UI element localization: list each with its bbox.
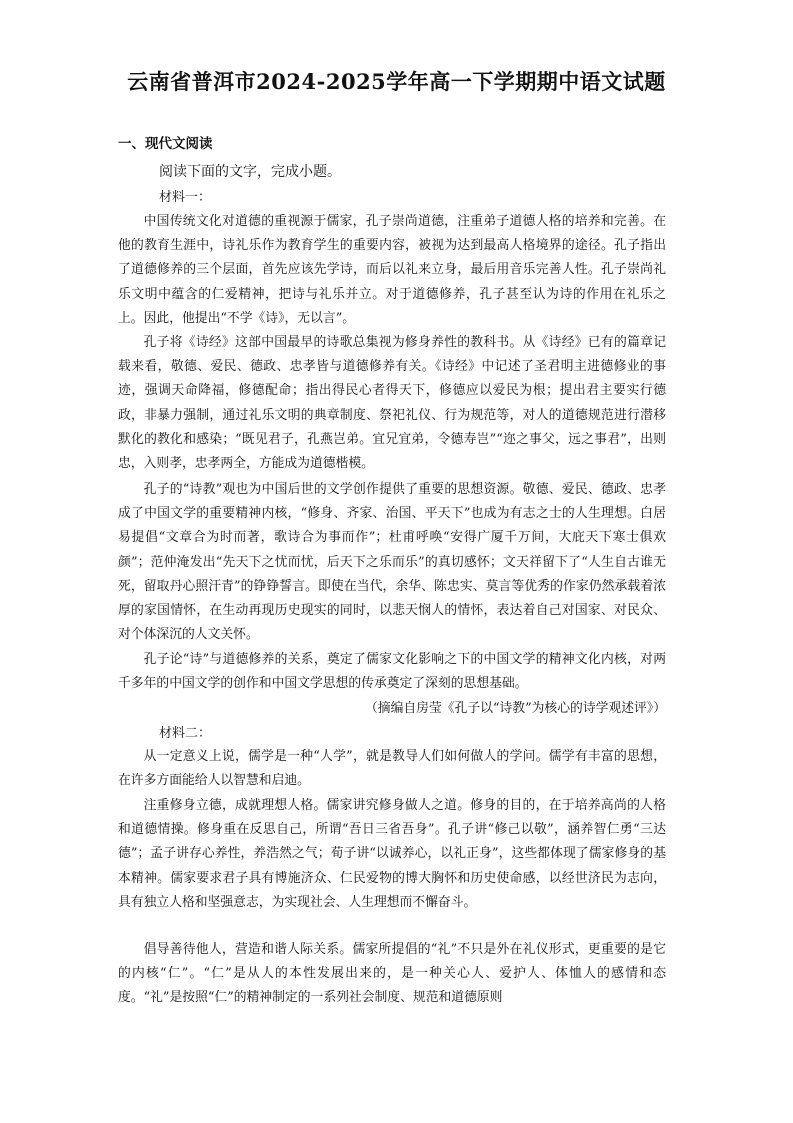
section-heading: 一、现代文阅读 [118,136,213,152]
material-one-paragraph-3: 孔子的“诗教”观也为中国后世的文学创作提供了重要的思想资源。敬德、爱民、德政、忠孝成了中国文学的重要精神内核，“修身、齐家、治国、平天下”也成为有志之士的人生理想。白居易提倡“文章合为时而著，歌诗合为事而作”；杜甫呼唤“安得广厦千万间，大庇天下寒士俱欢颜”；范仲淹发出“先天下之忧而忧，后天下之乐而乐”的真切感怀；文天祥留下了“人生自古谁无死，留取丹心照汗青”的铮铮誓言。即使在当代，余华、陈忠实、莫言等优秀的作家仍然承载着浓厚的家国情怀，在生动再现历史现实的同时，以悲天悯人的情怀，表达着自己对国家、对民众、对个体深沉的人文关怀。 [118,482,666,643]
material-two-paragraph-1: 从一定意义上说，儒学是一种“人学”，就是教导人们如何做人的学问。儒学有丰富的思想，在许多方面能给人以智慧和启迪。 [118,749,666,789]
material-one-label: 材料一： [159,190,212,205]
material-one-paragraph-4: 孔子论“诗”与道德修养的关系，奠定了儒家文化影响之下的中国文学的精神文化内核，对两千多年的中国文学的创作和中国文学思想的传承奠定了深刻的思想基础。 [118,652,666,692]
material-two-paragraph-3: 倡导善待他人，营造和谐人际关系。儒家所提倡的“礼”不只是外在礼仪形式，更重要的是它的内核“仁”。“仁”是从人的本性发展出来的，是一种关心人、爱护人、体恤人的感情和态度。“礼”是按照“仁”的精神制定的一系列社会制度、规范和道德原则 [118,942,666,1006]
page-title: 云南省普洱市2024-2025学年高一下学期期中语文试题 [127,69,666,94]
material-two-label: 材料二： [159,726,212,741]
material-two-paragraph-2: 注重修身立德，成就理想人格。儒家讲究修身做人之道。修身的目的，在于培养高尚的人格和道德情操。修身重在反思自己，所谓“吾日三省吾身”。孔子讲“修己以敬”，涵养智仁勇“三达德”；孟子讲存心养性，养浩然之气；荀子讲“以诚养心，以礼正身”，这些都体现了儒家修身的基本精神。儒家要求君子具有博施济众、仁民爱物的博大胸怀和历史使命感，以经世济民为志向，具有独立人格和坚强意志，为实现社会、人生理想而不懈奋斗。 [118,798,666,910]
material-one-paragraph-2: 孔子将《诗经》这部中国最早的诗歌总集视为修身养性的教科书。从《诗经》已有的篇章记载来看，敬德、爱民、德政、忠孝皆与道德修养有关。《诗经》中记述了圣君明主进德修业的事迹，强调天命降福，修德配命；指出得民心者得天下，修德应以爱民为根；提出君主要实行德政，非暴力强制，通过礼乐文明的典章制度、祭祀礼仪、行为规范等，对人的道德规范进行潜移默化的教化和感染；“既见君子，孔燕岂弟。宜兄宜弟，令德寿岂”“迩之事父，远之事君”，出则忠，入则孝，忠孝两全，方能成为道德楷模。 [118,335,666,472]
material-one-source: （摘编自房莹《孔子以“诗教”为核心的诗学观述评》） [364,701,666,716]
reading-instruction: 阅读下面的文字，完成小题。 [159,164,341,180]
material-one-paragraph-1: 中国传统文化对道德的重视源于儒家，孔子崇尚道德，注重弟子道德人格的培养和完善。在他的教育生涯中，诗礼乐作为教育学生的重要内容，被视为达到最高人格境界的途径。孔子指出了道德修养的三个层面，首先应该先学诗，而后以礼来立身，最后用音乐完善人性。孔子崇尚礼乐文明中蕴含的仁爱精神，把诗与礼乐并立。对于道德修养，孔子甚至认为诗的作用在礼乐之上。因此，他提出“不学《诗》，无以言”。 [118,214,666,326]
